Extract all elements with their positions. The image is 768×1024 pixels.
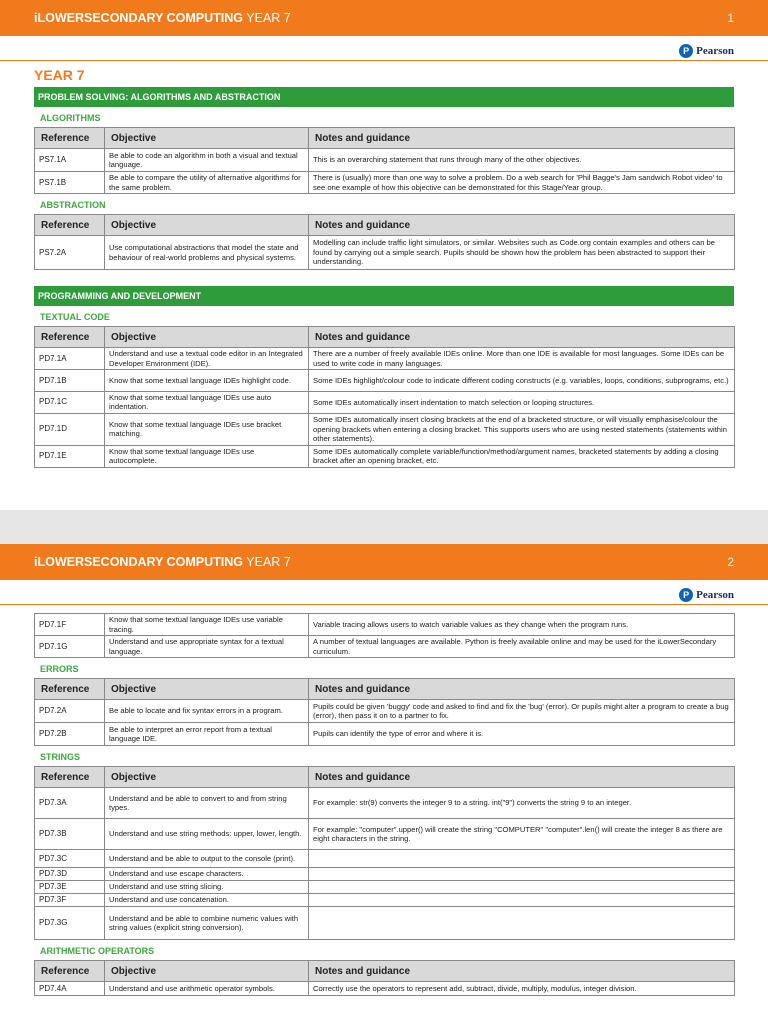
table-row bbox=[35, 636, 735, 658]
column-header-notes: Notes and guidance bbox=[309, 767, 735, 788]
reference-cell: PD7.3D bbox=[35, 868, 105, 881]
column-header-reference: Reference bbox=[35, 128, 105, 149]
objective-cell: Understand and use string methods: upper, lower, length. bbox=[105, 819, 309, 850]
table-row bbox=[35, 392, 735, 414]
objectives-table bbox=[34, 766, 735, 940]
column-header-reference: Reference bbox=[35, 327, 105, 348]
column-header-notes: Notes and guidance bbox=[309, 961, 735, 982]
header-year: YEAR 7 bbox=[243, 11, 291, 25]
table-header-row bbox=[35, 961, 735, 982]
notes-cell bbox=[309, 907, 735, 940]
table-row bbox=[35, 614, 735, 636]
subsection-title: ALGORITHMS bbox=[40, 113, 101, 123]
objectives-table bbox=[34, 326, 735, 468]
table-row bbox=[35, 413, 735, 445]
column-header-objective: Objective bbox=[105, 215, 309, 236]
reference-cell: PD7.1C bbox=[35, 392, 105, 414]
reference-cell: PD7.3B bbox=[35, 819, 105, 850]
reference-cell: PD7.1E bbox=[35, 445, 105, 467]
reference-cell: PD7.1F bbox=[35, 614, 105, 636]
reference-cell: PS7.2A bbox=[35, 236, 105, 270]
reference-cell: PD7.3F bbox=[35, 894, 105, 907]
page-1-content bbox=[0, 87, 768, 468]
notes-cell bbox=[309, 881, 735, 894]
objective-cell: Know that some textual language IDEs use auto indentation. bbox=[105, 392, 309, 414]
notes-cell: There is (usually) more than one way to solve a problem. Do a web search for 'Phil Bagge's Jam sandwich Robot video' to see one example of how this objective can be demonstrated for this Stage/Year group. bbox=[309, 172, 735, 194]
table-row bbox=[35, 982, 735, 996]
objective-cell: Understand and use a textual code editor in an Integrated Developer Environment (IDE). bbox=[105, 348, 309, 370]
brand-row bbox=[0, 580, 768, 605]
pearson-logo bbox=[679, 588, 734, 602]
pearson-p-icon: P bbox=[679, 44, 693, 58]
objectives-table bbox=[34, 127, 735, 194]
table-header-row bbox=[35, 128, 735, 149]
header-year: YEAR 7 bbox=[243, 555, 291, 569]
subsection-title: ABSTRACTION bbox=[40, 200, 106, 210]
reference-cell: PD7.3A bbox=[35, 788, 105, 819]
column-header-objective: Objective bbox=[105, 327, 309, 348]
objective-cell: Be able to locate and fix syntax errors in a program. bbox=[105, 700, 309, 723]
table-row bbox=[35, 819, 735, 850]
objectives-table bbox=[34, 214, 735, 270]
reference-cell: PD7.1D bbox=[35, 413, 105, 445]
column-header-objective: Objective bbox=[105, 128, 309, 149]
page-header bbox=[0, 544, 768, 580]
page-number: 2 bbox=[727, 555, 734, 569]
header-title: iLOWERSECONDARY COMPUTING bbox=[34, 11, 244, 25]
table-row bbox=[35, 370, 735, 392]
column-header-reference: Reference bbox=[35, 961, 105, 982]
table-row bbox=[35, 881, 735, 894]
section-title-bar: PROBLEM SOLVING: ALGORITHMS AND ABSTRACTION bbox=[34, 87, 734, 107]
column-header-reference: Reference bbox=[35, 679, 105, 700]
reference-cell: PS7.1B bbox=[35, 172, 105, 194]
table-row bbox=[35, 149, 735, 172]
page-header bbox=[0, 0, 768, 36]
table-row bbox=[35, 723, 735, 746]
column-header-notes: Notes and guidance bbox=[309, 215, 735, 236]
objective-cell: Understand and use string slicing. bbox=[105, 881, 309, 894]
brand-name: Pearson bbox=[696, 45, 734, 57]
reference-cell: PD7.2A bbox=[35, 700, 105, 723]
objective-cell: Understand and be able to convert to and from string types. bbox=[105, 788, 309, 819]
notes-cell: Some IDEs automatically insert closing brackets at the end of a bracketed structure, or will visually emphasise/colour the opening brackets when entering a closing bracket. This supports users who are using nested statements (statements within other statements). bbox=[309, 413, 735, 445]
table-row bbox=[35, 907, 735, 940]
subsection-title: ERRORS bbox=[40, 664, 79, 674]
objective-cell: Understand and use escape characters. bbox=[105, 868, 309, 881]
pearson-p-icon: P bbox=[679, 588, 693, 602]
notes-cell: Some IDEs automatically insert indentation to match selection or looping structures. bbox=[309, 392, 735, 414]
table-row bbox=[35, 700, 735, 723]
objective-cell: Know that some textual language IDEs highlight code. bbox=[105, 370, 309, 392]
objective-cell: Know that some textual language IDEs use bracket matching. bbox=[105, 413, 309, 445]
brand-name: Pearson bbox=[696, 589, 734, 601]
column-header-objective: Objective bbox=[105, 961, 309, 982]
notes-cell: Correctly use the operators to represent add, subtract, divide, multiply, modulus, integer division. bbox=[309, 982, 735, 996]
objective-cell: Use computational abstractions that model the state and behaviour of real-world problems and physical systems. bbox=[105, 236, 309, 270]
objective-cell: Be able to code an algorithm in both a visual and textual language. bbox=[105, 149, 309, 172]
notes-cell bbox=[309, 868, 735, 881]
notes-cell: Some IDEs automatically complete variable/function/method/argument names, bracketed statements by adding a closing bracket after an opening bracket, etc. bbox=[309, 445, 735, 467]
objective-cell: Understand and be able to output to the console (print). bbox=[105, 850, 309, 868]
objective-cell: Know that some textual language IDEs use autocomplete. bbox=[105, 445, 309, 467]
notes-cell: There are a number of freely available IDEs online. More than one IDE is available for most languages. Some IDEs can be used to write code in many languages. bbox=[309, 348, 735, 370]
pearson-logo bbox=[679, 44, 734, 58]
reference-cell: PD7.4A bbox=[35, 982, 105, 996]
subsection-title: TEXTUAL CODE bbox=[40, 312, 110, 322]
table-row bbox=[35, 788, 735, 819]
reference-cell: PD7.2B bbox=[35, 723, 105, 746]
table-row bbox=[35, 894, 735, 907]
reference-cell: PD7.1A bbox=[35, 348, 105, 370]
objective-cell: Understand and be able to combine numeric values with string values (explicit string conversion). bbox=[105, 907, 309, 940]
table-row bbox=[35, 172, 735, 194]
table-header-row bbox=[35, 679, 735, 700]
objective-cell: Be able to compare the utility of alternative algorithms for the same problem. bbox=[105, 172, 309, 194]
objectives-table bbox=[34, 613, 735, 658]
reference-cell: PD7.3G bbox=[35, 907, 105, 940]
year-heading: YEAR 7 bbox=[34, 67, 85, 83]
table-row bbox=[35, 348, 735, 370]
column-header-notes: Notes and guidance bbox=[309, 679, 735, 700]
notes-cell bbox=[309, 850, 735, 868]
document-page-2 bbox=[0, 544, 768, 1024]
table-header-row bbox=[35, 327, 735, 348]
notes-cell: Variable tracing allows users to watch variable values as they change when the program runs. bbox=[309, 614, 735, 636]
document-page-1 bbox=[0, 0, 768, 510]
objective-cell: Know that some textual language IDEs use variable tracing. bbox=[105, 614, 309, 636]
column-header-notes: Notes and guidance bbox=[309, 327, 735, 348]
brand-row bbox=[0, 36, 768, 61]
reference-cell: PD7.3C bbox=[35, 850, 105, 868]
page-number: 1 bbox=[727, 11, 734, 25]
page-2-content bbox=[0, 613, 768, 996]
column-header-objective: Objective bbox=[105, 767, 309, 788]
table-row bbox=[35, 236, 735, 270]
reference-cell: PD7.1G bbox=[35, 636, 105, 658]
objective-cell: Understand and use arithmetic operator symbols. bbox=[105, 982, 309, 996]
notes-cell: For example: str(9) converts the integer 9 to a string. int("9") converts the string 9 to an integer. bbox=[309, 788, 735, 819]
notes-cell: Pupils could be given 'buggy' code and asked to find and fix the 'bug' (error). Or pupils might alter a program to create a bug (error), then pass it on to a partner to fix. bbox=[309, 700, 735, 723]
notes-cell: Some IDEs highlight/colour code to indicate different coding constructs (e.g. variables, loops, conditions, subprograms, etc.) bbox=[309, 370, 735, 392]
reference-cell: PD7.1B bbox=[35, 370, 105, 392]
table-row bbox=[35, 868, 735, 881]
column-header-objective: Objective bbox=[105, 679, 309, 700]
notes-cell: A number of textual languages are available. Python is freely available online and may be used for the iLowerSecondary curriculum. bbox=[309, 636, 735, 658]
column-header-notes: Notes and guidance bbox=[309, 128, 735, 149]
objective-cell: Be able to interpret an error report from a textual language IDE. bbox=[105, 723, 309, 746]
notes-cell: This is an overarching statement that runs through many of the other objectives. bbox=[309, 149, 735, 172]
table-row bbox=[35, 445, 735, 467]
objectives-table bbox=[34, 678, 735, 746]
table-header-row bbox=[35, 767, 735, 788]
table-header-row bbox=[35, 215, 735, 236]
objectives-table bbox=[34, 960, 735, 996]
table-row bbox=[35, 850, 735, 868]
column-header-reference: Reference bbox=[35, 767, 105, 788]
notes-cell: Modelling can include traffic light simulators, or similar. Websites such as Code.org contain examples and others can be found by carrying out a simple search. Pupils should be shown how the problem has been abstracted to support their understanding. bbox=[309, 236, 735, 270]
reference-cell: PD7.3E bbox=[35, 881, 105, 894]
subsection-title: STRINGS bbox=[40, 752, 81, 762]
notes-cell bbox=[309, 894, 735, 907]
header-title: iLOWERSECONDARY COMPUTING bbox=[34, 555, 244, 569]
objective-cell: Understand and use concatenation. bbox=[105, 894, 309, 907]
notes-cell: Pupils can identify the type of error and where it is. bbox=[309, 723, 735, 746]
objective-cell: Understand and use appropriate syntax for a textual language. bbox=[105, 636, 309, 658]
column-header-reference: Reference bbox=[35, 215, 105, 236]
subsection-title: ARITHMETIC OPERATORS bbox=[40, 946, 155, 956]
notes-cell: For example: "computer".upper() will create the string "COMPUTER" "computer".len() will create the integer 8 as there are eight characters in the string. bbox=[309, 819, 735, 850]
section-title-bar: PROGRAMMING AND DEVELOPMENT bbox=[34, 286, 734, 306]
reference-cell: PS7.1A bbox=[35, 149, 105, 172]
